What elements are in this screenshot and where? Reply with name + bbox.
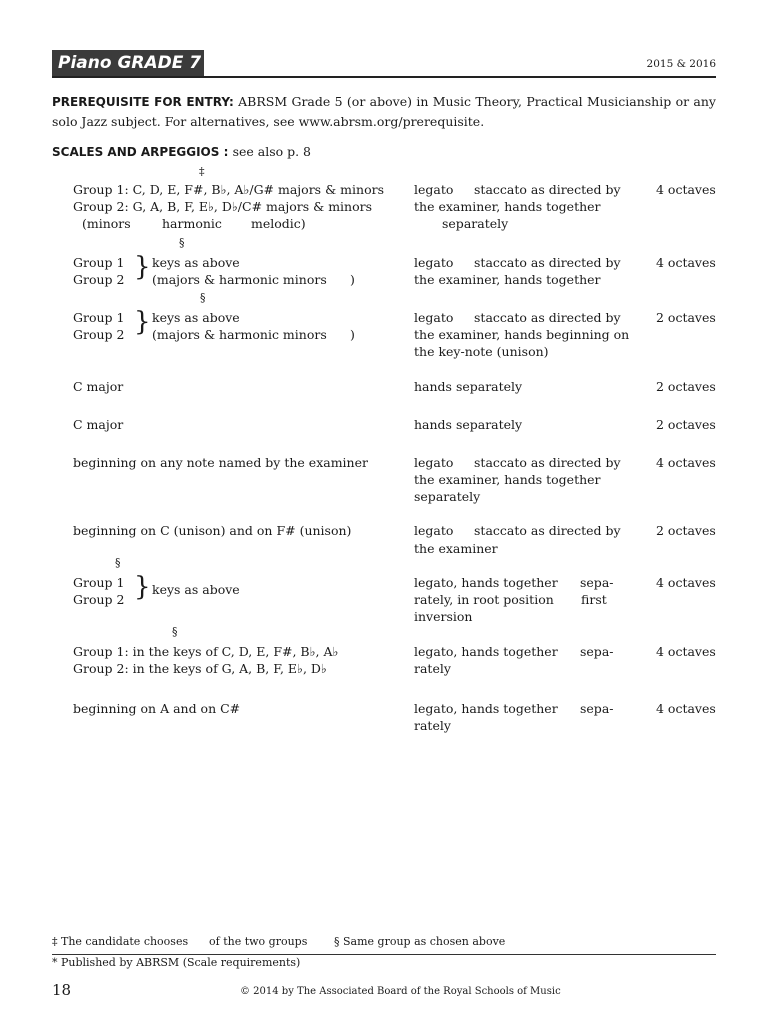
group-2-keys: Group 2: G, A, B, F, E♭, D♭/C# majors & minors xyxy=(73,199,373,214)
page-number: 18 xyxy=(52,981,72,999)
footer-divider xyxy=(52,954,716,955)
articulation-legato: legato xyxy=(414,310,454,325)
articulation-legato: legato xyxy=(414,455,454,470)
scale-description: beginning on A and on C# xyxy=(73,701,241,716)
hands-instruction: the examiner, hands beginning on xyxy=(414,327,630,342)
keys-detail: (majors & harmonic minors xyxy=(152,327,327,342)
header-divider xyxy=(52,76,716,78)
scale-description: beginning on C (unison) and on F# (unison) xyxy=(73,523,352,538)
footnote-published: * Published by ABRSM (Scale requirements) xyxy=(52,956,301,969)
brace-icon: } xyxy=(134,572,151,602)
hands-instruction: the examiner, hands together xyxy=(414,199,601,214)
hyphenated-word-end: rately xyxy=(414,718,451,733)
octave-range: 2 octaves xyxy=(656,523,716,538)
footnote-mark: § xyxy=(179,236,185,249)
keys-reference: keys as above xyxy=(152,582,240,597)
articulation-legato: legato xyxy=(414,182,454,197)
minors-note: (minors xyxy=(82,216,131,231)
hands-instruction: the examiner, hands together xyxy=(414,472,601,487)
prerequisite-label: PREREQUISITE FOR ENTRY: xyxy=(52,95,234,109)
octave-range: 4 octaves xyxy=(656,575,716,590)
see-also-reference: see also p. 8 xyxy=(232,144,312,159)
group-2-label: Group 2 xyxy=(73,272,125,287)
group-1-label: Group 1 xyxy=(73,255,125,270)
hands-instruction: the examiner xyxy=(414,541,498,556)
footnote-group-choice-end: of the two groups xyxy=(209,935,308,948)
group-1-keys: Group 1: in the keys of C, D, E, F#, B♭, A♭ xyxy=(73,644,339,659)
footnote-mark: § xyxy=(172,625,178,638)
syllabus-years: 2015 & 2016 xyxy=(646,58,716,70)
group-1-label: Group 1 xyxy=(73,310,125,325)
group-2-label: Group 2 xyxy=(73,327,125,342)
keys-reference: keys as above xyxy=(152,310,240,325)
keys-detail-close: ) xyxy=(350,327,355,342)
copyright-notice: © 2014 by The Associated Board of the Royal Schools of Music xyxy=(240,986,561,997)
hyphenated-word: sepa- xyxy=(580,575,614,590)
prerequisite-paragraph xyxy=(52,92,716,131)
hands-instruction-cont: the key-note (unison) xyxy=(414,344,549,359)
section-title: SCALES AND ARPEGGIOS xyxy=(52,145,220,159)
footnote-mark: ‡ xyxy=(199,165,205,178)
articulation-staccato: staccato as directed by xyxy=(474,255,621,270)
hands-instruction: hands separately xyxy=(414,379,523,394)
octave-range: 4 octaves xyxy=(656,701,716,716)
articulation-legato: legato xyxy=(414,523,454,538)
group-2-label: Group 2 xyxy=(73,592,125,607)
minors-harmonic: harmonic xyxy=(162,216,222,231)
articulation-staccato: staccato as directed by xyxy=(474,310,621,325)
grade-badge: Piano GRADE 7 xyxy=(52,50,204,76)
hands-instruction: legato, hands together xyxy=(414,701,558,716)
hands-instruction: legato, hands together xyxy=(414,575,558,590)
articulation-legato: legato xyxy=(414,255,454,270)
footnote-mark: § xyxy=(200,291,206,304)
hands-separately: separately xyxy=(442,216,509,231)
position-instruction: rately, in root position xyxy=(414,592,554,607)
section-heading xyxy=(52,144,311,159)
position-first: first xyxy=(581,592,607,607)
brace-icon: } xyxy=(134,307,151,337)
hands-instruction: the examiner, hands together xyxy=(414,272,601,287)
keys-detail: (majors & harmonic minors xyxy=(152,272,327,287)
scale-key: C major xyxy=(73,379,124,394)
position-inversion: inversion xyxy=(414,609,473,624)
scale-description: beginning on any note named by the examiner xyxy=(73,455,368,470)
prerequisite-text: ABRSM Grade 5 (or above) in Music Theory, Practical Musicianship or any solo Jazz subject. For alternatives, see www.abrsm.org/prerequisite. xyxy=(52,94,716,129)
octave-range: 2 octaves xyxy=(656,417,716,432)
keys-reference: keys as above xyxy=(152,255,240,270)
octave-range: 2 octaves xyxy=(656,379,716,394)
scale-key: C major xyxy=(73,417,124,432)
hands-separately: separately xyxy=(414,489,481,504)
articulation-staccato: staccato as directed by xyxy=(474,455,621,470)
section-colon: : xyxy=(219,145,233,159)
hyphenated-word-end: rately xyxy=(414,661,451,676)
hyphenated-word: sepa- xyxy=(580,701,614,716)
octave-range: 4 octaves xyxy=(656,182,716,197)
keys-detail-close: ) xyxy=(350,272,355,287)
octave-range: 4 octaves xyxy=(656,255,716,270)
octave-range: 4 octaves xyxy=(656,644,716,659)
articulation-staccato: staccato as directed by xyxy=(474,523,621,538)
footnote-mark: § xyxy=(115,556,121,569)
hands-instruction: legato, hands together xyxy=(414,644,558,659)
octave-range: 2 octaves xyxy=(656,310,716,325)
minors-melodic: melodic) xyxy=(251,216,306,231)
group-1-keys: Group 1: C, D, E, F#, B♭, A♭/G# majors & minors xyxy=(73,182,384,197)
octave-range: 4 octaves xyxy=(656,455,716,470)
articulation-staccato: staccato as directed by xyxy=(474,182,621,197)
footnote-same-group: § Same group as chosen above xyxy=(334,935,506,948)
group-2-keys: Group 2: in the keys of G, A, B, F, E♭, D♭ xyxy=(73,661,327,676)
brace-icon: } xyxy=(134,252,151,282)
hyphenated-word: sepa- xyxy=(580,644,614,659)
group-1-label: Group 1 xyxy=(73,575,125,590)
footnote-group-choice: ‡ The candidate chooses xyxy=(52,935,189,948)
hands-instruction: hands separately xyxy=(414,417,523,432)
